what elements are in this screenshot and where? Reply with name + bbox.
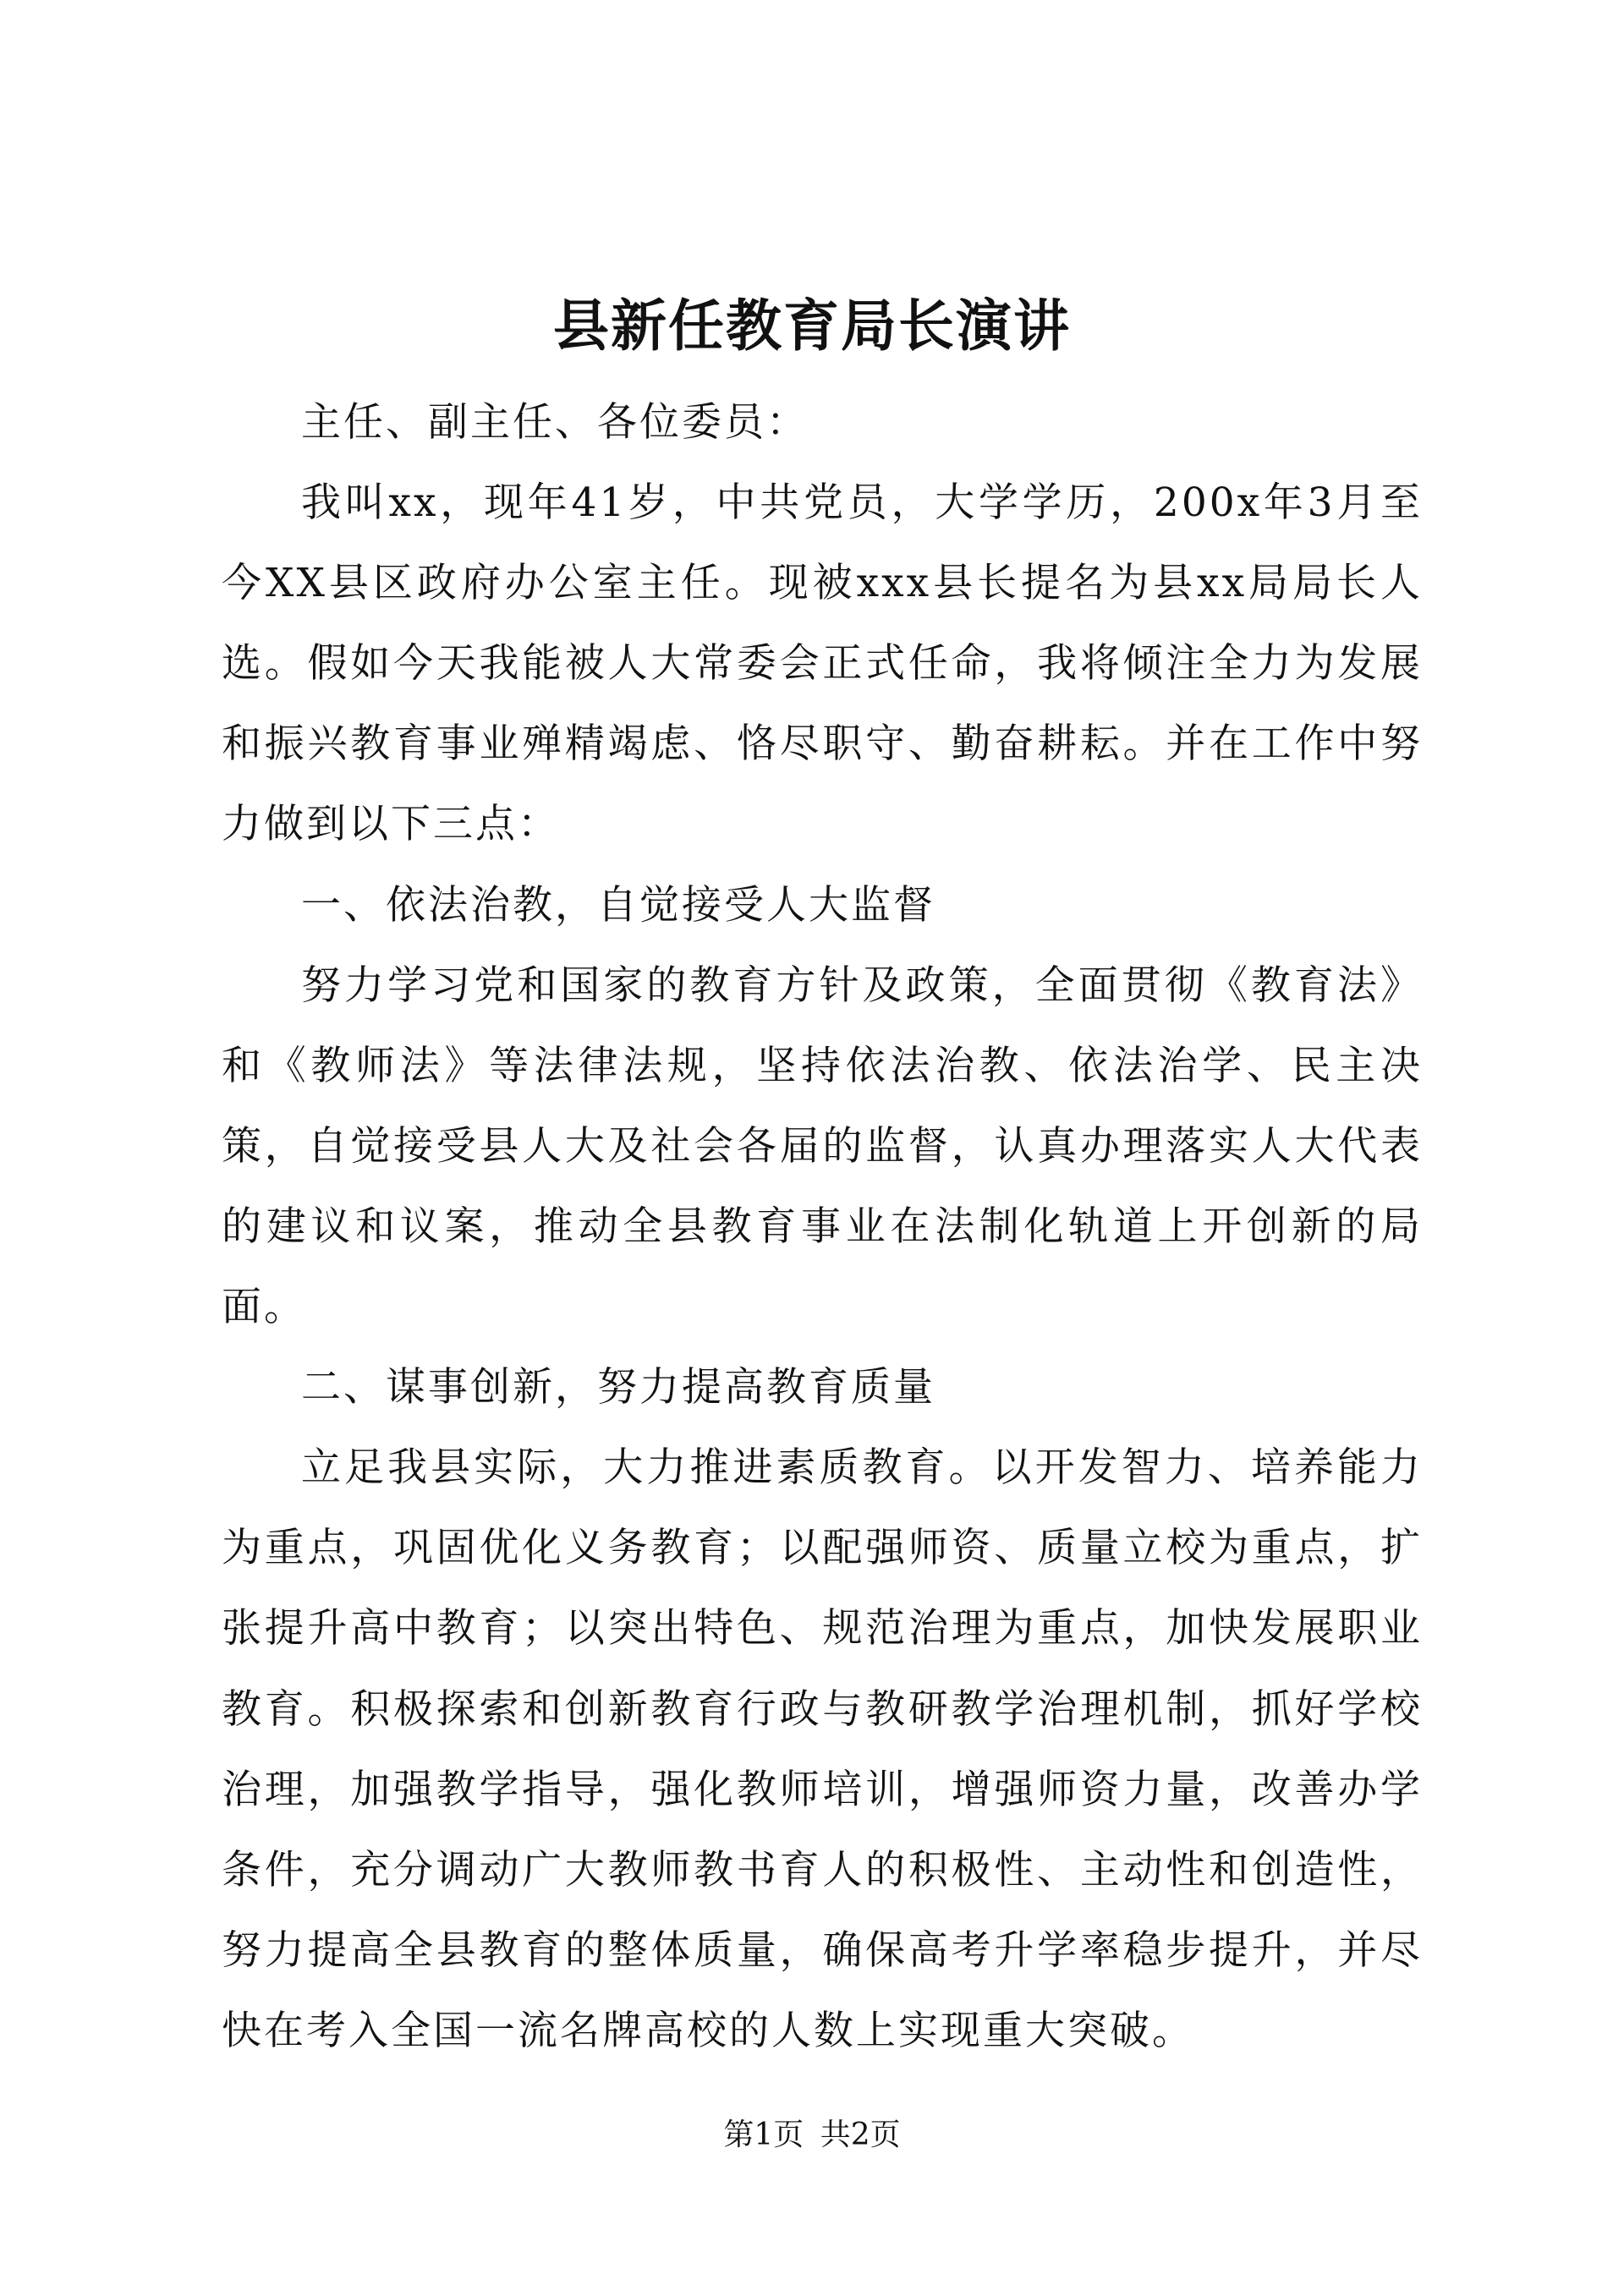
section-heading-1: 一、依法治教，自觉接受人大监督 <box>301 881 935 929</box>
section-heading-2: 二、谋事创新，努力提高教育质量 <box>301 1364 935 1411</box>
document-body <box>222 382 1423 2071</box>
page-footer <box>0 2114 1624 2156</box>
section-paragraph-2: 立足我县实际，大力推进素质教育。以开发智力、培养能力为重点，巩固优化义务教育；以配强师资、质量立校为重点，扩张提升高中教育；以突出特色、规范治理为重点，加快发展职业教育。积极探索和创新教育行政与教研教学治理机制，抓好学校治理，加强教学指导，强化教师培训，增强师资力量，改善办学条件，充分调动广大教师教书育人的积极性、主动性和创造性，努力提高全县教育的整体质量，确保高考升学率稳步提升，并尽快在考入全国一流名牌高校的人数上实现重大突破。 <box>222 1444 1423 2054</box>
document-title: 县新任教育局长演讲 <box>553 293 1071 359</box>
salutation-paragraph: 主任、副主任、各位委员： <box>301 399 809 446</box>
page-number: 第1页 <box>723 2118 804 2152</box>
page-total: 共2页 <box>820 2118 901 2152</box>
introduction-paragraph: 我叫xx，现年41岁，中共党员，大学学历，200x年3月至今XX县区政府办公室主任。现被xxx县长提名为县xx局局长人选。假如今天我能被人大常委会正式任命，我将倾注全力为发展和振兴教育事业殚精竭虑、恪尽职守、勤奋耕耘。并在工作中努力做到以下三点： <box>222 479 1423 848</box>
section-paragraph-1: 努力学习党和国家的教育方针及政策，全面贯彻《教育法》和《教师法》等法律法规，坚持依法治教、依法治学、民主决策，自觉接受县人大及社会各届的监督，认真办理落实人大代表的建议和议案，推动全县教育事业在法制化轨道上开创新的局面。 <box>222 962 1423 1331</box>
